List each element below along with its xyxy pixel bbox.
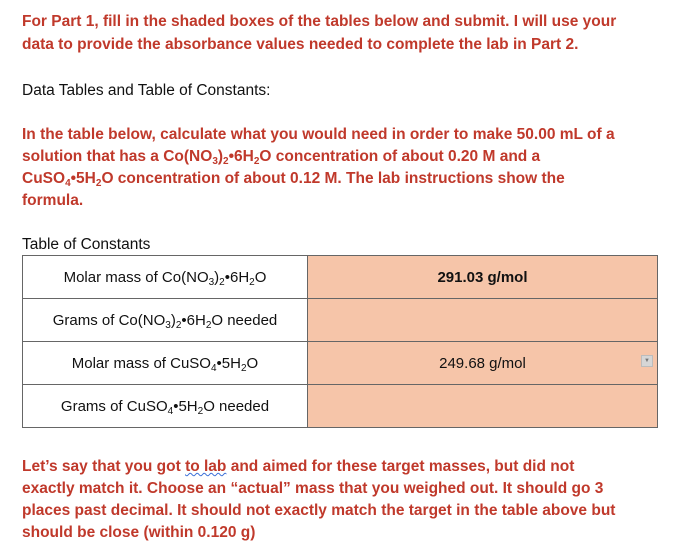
- closing-line-2: exactly match it. Choose an “actual” mass that you weighed out. It should go 3: [22, 480, 604, 497]
- closing-line-1: Let’s say that you got to lab and aimed for these target masses, but did not: [22, 458, 575, 475]
- table-row: [23, 299, 658, 342]
- co-grams-needed-input[interactable]: [308, 299, 658, 342]
- row-label-cu-grams-needed: Grams of $CuSO_4•5H_2O$ needed: [23, 385, 308, 428]
- calc-line-2: solution that has a $Co(NO_3)_2•6H_2O$ concentration of about 0.20 M and a: [22, 148, 541, 167]
- cu-molar-mass-cell[interactable]: [308, 342, 658, 385]
- calc-line-3: $CuSO_4•5H_2O$ concentration of about 0.12 M. The lab instructions show the: [22, 170, 565, 189]
- constants-table: [22, 255, 658, 428]
- part1-instructions: [22, 10, 687, 56]
- row-label-co-molar-mass: Molar mass of $Co(NO_3)_2•6H_2O$: [23, 256, 308, 299]
- table-row: [23, 385, 658, 428]
- closing-line-4: should be close (within 0.120 g): [22, 524, 256, 541]
- row-label-cu-molar-mass: Molar mass of $CuSO_4•5H_2O$: [23, 342, 308, 385]
- co-molar-mass-cell[interactable]: 291.03 g/mol: [308, 256, 658, 299]
- cu-grams-needed-input[interactable]: [308, 385, 658, 428]
- cu-molar-mass-value: 249.68 g/mol: [439, 354, 526, 372]
- data-tables-heading: Data Tables and Table of Constants:: [22, 82, 271, 99]
- calc-line-1: In the table below, calculate what you would need in order to make 50.00 mL of a: [22, 126, 615, 143]
- spellcheck-underlined-phrase: to lab: [185, 458, 227, 475]
- intro-line-2: data to provide the absorbance values needed to complete the lab in Part 2.: [22, 36, 579, 53]
- calc-line-4: formula.: [22, 192, 84, 209]
- table-row: [23, 342, 658, 385]
- constants-table-heading: Table of Constants: [22, 236, 151, 253]
- closing-instructions: [22, 456, 687, 544]
- calc-instructions: [22, 124, 687, 212]
- intro-line-1: For Part 1, fill in the shaded boxes of the tables below and submit. I will use your: [22, 13, 617, 30]
- row-label-co-grams-needed: Grams of $Co(NO_3)_2•6H_2O$ needed: [23, 299, 308, 342]
- closing-line-3: places past decimal. It should not exactly match the target in the table above but: [22, 502, 616, 519]
- dropdown-arrow-icon[interactable]: ▼: [641, 355, 653, 367]
- table-row: [23, 256, 658, 299]
